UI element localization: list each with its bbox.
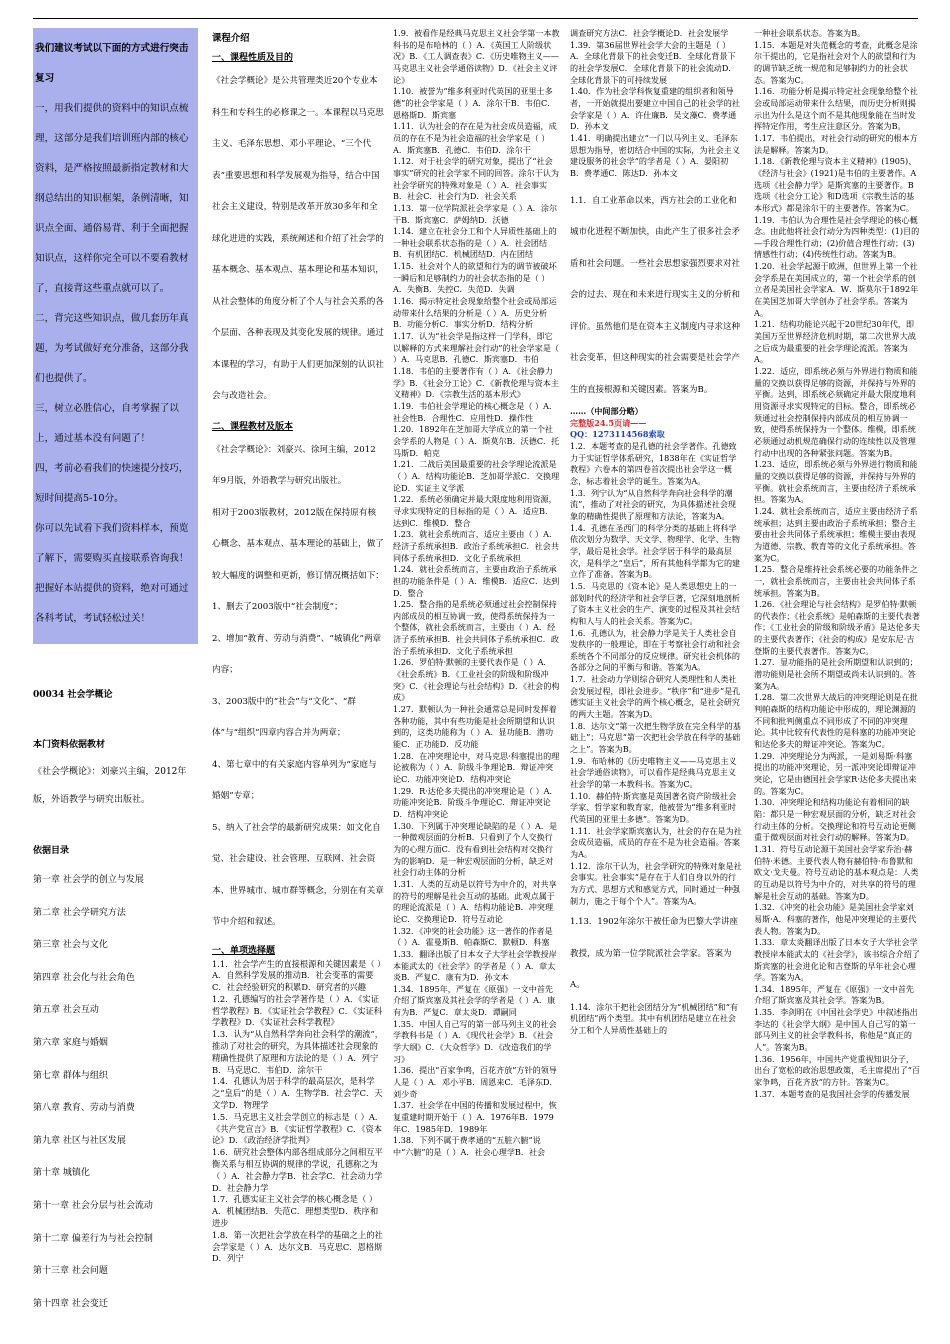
chapter-item: 第七章 群体与组织 (33, 1070, 108, 1081)
question-item: 1.20．1892年在芝加哥大学成立的第一个社会学系的人物是（ ）A．斯莫尔B．沃德C．托马斯D．帕克 (393, 424, 560, 458)
answer-item: 1.20．社会学起源于欧洲，但世界上第一个社会学系是在美国成立的，第一个社会学系的创立者是美国社会学家A．W．斯莫尔于1892年在美国芝加哥大学创办了社会学系。答案为A。 (754, 261, 919, 318)
question-item: 1.18．韦伯的主要著作有（ ）A．《社会静力学》B．《社会分工论》C．《新教伦理与资本主义精神》D．《宗教生活的基本形式》 (393, 366, 559, 400)
question-item: 1.39．第36届世界社会学大会的主题是（ ）A．全球化背景下的社会变迁B．全球化背景下的社会学发展C．全球化背景下的社会流动D．全球化背景下的可持续发展 (570, 39, 737, 85)
answer-item: 1.7．社会动力学则综合研究人类理性和人类社会发展过程，即社会进步。“秩序”和“进步”是孔德实证主义社会学的两个核心概念，是社会研究的两大主题。答案为D。 (570, 674, 741, 720)
chapter-item: 第十章 城镇化 (33, 1168, 90, 1179)
question-item: 1.33．翻译出版了日本女子大学社会学教授岸本能武太的《社会学》的学者是（ ）A．章太炎B．严复C．康有为D．孙文本 (393, 948, 557, 983)
question-item: 调查研究方法C．社会学概论D．社会发展学 (570, 28, 729, 38)
chapter-item: 第三章 社会与文化 (33, 940, 108, 951)
answer-item: 1.15．本题是对失范概念的考查，此概念是涂尔干提出的，它是指社会对个人的欲望和行为的调节缺乏统一规范和足够制约力的社会状态。答案为C。 (754, 39, 918, 85)
answer-item: 1.32．《冲突的社会功能》是美国社会学家刘易斯·A．科塞的著作，他是冲突理论的主要代表人物。答案为D。 (754, 902, 917, 936)
question-item: 1.34．1895年，严复在《原强》一文中首先介绍了斯宾塞及其社会学的学者是（ ）A．康有为B．严复C．章太炎D．谭嗣同 (393, 983, 556, 1018)
question-item: 1.28．在冲突理论中，对马克思·科塞提出的理论被称为（ ）A．阶级斗争理论B．辩证冲突论C．功能冲突论D．结构冲突论 (393, 750, 560, 784)
column-2 (212, 28, 384, 1265)
answer-item: 1.26．《社会理论与社会结构》是罗伯特·默顿的代表作；《社会系统》是帕森斯的主要代表著作；《工业社会的阶级和阶级矛盾》是达伦多夫的主要代表著作；《社会的构成》是安东尼·吉登斯的主要代表著作。答案为C。 (754, 599, 920, 656)
answer-item: 1.17．韦伯提出，对社会行动的研究的根本方法是解释。答案为D。 (754, 132, 918, 155)
answer-item: 1.8．达尔文“第一次把生物学放在完全科学的基础上”；马克思“第一次把社会学放在科学的基础之上”。答案为B。 (570, 720, 741, 755)
advice-point-5: 你可以先试看下我们资料样本，预览了解下，需要购买直接联系咨询我！把握好本站提供的资料，绝对可通过各科考试，考试轻松过关！ (35, 523, 189, 624)
answer-item: 1.24．就社会系统而言，适应主要由经济子系统承担；达到主要由政治子系统承担；整合主要由社会共同体子系统承担；维模主要由表现为道德、宗教、教育等的文化子系统承担。答案为C。 (754, 505, 918, 563)
textbook-item: 1、删去了2003版中“社会制度”； (212, 602, 343, 612)
question-item: 1.23．就社会系统而言，适应主要由（ ）A．经济子系统承担B．政治子系统承担C．社会共同体子系统承担D．文化子系统承担 (393, 529, 559, 563)
question-item: 1.15．社会对个人的欲望和行为的调节被破坏一瞬后和足够制约力的社会状态指的是（ ）A．失衡B．失控C．失范D．失调 (393, 261, 557, 295)
question-item: 1.32．《冲突的社会功能》这一著作的作者是（ ）A．霍曼斯B．帕森斯C．默顿D．科塞 (393, 925, 553, 948)
answer-item: 1.12．涂尔干认为，社会学研究的特殊对象是社会事实。社会事实“是存在于人们自身以外的行为方式、思想方式和感觉方式，同时通过一种强制力，施之于每个个人”。答案为A。 (570, 860, 742, 906)
question-item: 1.8．第一次把社会学放在科学的基础之上的社会学家是（ ）A．达尔文B．马克思C．恩格斯D．列宁 (212, 1229, 383, 1264)
section-choice-heading: 一、单项选择题 (212, 945, 276, 956)
question-item: 1.24．就社会系统而言，主要由政治子系统承担的功能条件是（ ）A．维模B．适应C．达到D．整合 (393, 564, 560, 598)
question-item: 1.14．建立在社会分工和个人异质性基础上的一种社会联系状态指的是（ ）A．社会团结B．有机团结C．机械团结D．内在团结 (393, 226, 557, 260)
question-item: 1.25．整合指的是系统必须通过社会控制保持内部成员的相互协调一致，使得系统保持为一个整体，就社会系统而言，主要由（ ）A．经济子系统承担B．社会共同体子系统承担C．政治子系统承担D．文化子系统承担 (393, 599, 559, 656)
answer-item: 1.14．涂尔干把社会团结分为“机械团结”和“有机团结”两个类型。其中有机团结是建立在社会分工和个人异质性基础上的 (570, 1001, 739, 1036)
answer-item: 1.3．列宁认为“从自然科学奔向社会科学的潮流”，推动了对社会的研究，为具体描述社会现象的精确性提供了原理和方法论，答案为A。 (570, 487, 737, 521)
answer-item: 1.10．赫伯特·斯宾塞是英国著名资产阶级社会学家、哲学家和教育家，他被誉为“维多利亚时代英国的亚里士多德”。答案为D。 (570, 790, 737, 824)
question-item: 1.1．社会学产生的直接根源和关键因素是（ ）A．自然科学发展的推动B．社会变革的需要C．社会经验研究的积累D．研究者的兴趣 (212, 958, 382, 993)
question-item: 1.22．系统必须确定并最大限度地利用资源，寻求实现特定的目标指的是（ ）A．适应B．达到C．维模D．整合 (393, 494, 557, 528)
question-item: 1.36．提出“百家争鸣，百花齐放”方针的领导人是（ ）A．邓小平B．周恩来C．毛泽东D．刘少奇 (393, 1065, 558, 1099)
question-item: 1.31．人类的互动是以符号为中介的，对共享的符号的理解是社会互动的基础。此观点属于的理论流派是（ ）A．结构功能论B．冲突理论C．交换理论D．符号互动论 (393, 878, 557, 924)
chapter-item: 第九章 社区与社区发展 (33, 1135, 126, 1146)
question-item: 1.30．下列属于冲突理论缺陷的是（ ）A．是一种微观层面的分析B．只看到了个人交换行为的心理方面C．没有看到社会结构对交换行为的影响D．是一种宏观层面的分析，缺乏对社会行动主体的分析 (393, 820, 558, 878)
question-item: 1.21．二战后美国最重要的社会学理论流派是（ ）A．结构功能论B．芝加哥学派C．交换理论D．实证主义学派 (393, 459, 560, 493)
textbook-item: 3、2003版中的“社会”与“文化”、“群体”与“组织”四章内容合并为两章； (212, 696, 356, 738)
chapter-item: 第一章 社会学的创立与发展 (33, 875, 144, 885)
answer-item: 1.5．马克思的《资本论》是人类思想史上的一部划时代的经济学和社会学巨著，它深刻地剖析了资本主义社会的生产、演变的过程及其社会结构和人与人的社会关系。答案为C。 (570, 580, 740, 626)
question-item: 1.5．马克思主义社会学创立的标志是（ ）A．《共产党宣言》B．《实证哲学教程》C．《资本论》D．《政治经济学批判》 (212, 1111, 384, 1146)
answer-item: 1.23．适应，即系统必须与外界进行物质和能量的交换以获得足够的资源，并保持与外界的平衡。就社会系统而言，主要由经济子系统承担。答案为A。 (754, 459, 918, 505)
answer-item: 1.34．1895年，严复在《原强》一文中首先介绍了斯宾塞及其社会学。答案为B。 (754, 983, 915, 1006)
answer-item: 1.21．结构功能论兴起于20世纪30年代，即美国万至世界经济危机时期，第二次世界大战之后成为最重要的社会学理论流派。答案为A。 (754, 319, 916, 365)
column-5 (754, 28, 920, 1100)
chapter-item: 第十一章 社会分层与社会流动 (33, 1200, 153, 1211)
question-item: 1.35．中国人自己写的第一部马列主义的社会学教科书是（ ）A．《现代社会学》B．《社会学大纲》C．《大众哲学》D．《改造我们的学习》 (393, 1018, 557, 1064)
chapter-item: 第十二章 偏差行为与社会控制 (33, 1233, 153, 1244)
chapter-item: 第六章 家庭与婚姻 (33, 1037, 108, 1048)
question-item: 1.26．罗伯特·默顿的主要代表作是（ ）A．《社会系统》B．《工业社会的阶级和阶级冲突》C．《社会理论与社会结构》D．《社会的构成》 (393, 657, 560, 703)
answer-item: 1.18．《新教伦理与资本主义精神》(1905)、《经济与社会》(1921)是韦伯的主要著作。A选项《社会静力学》是斯宾塞的主要著作。B选项《社会分工论》和D选项《宗教生活的基本形式》都是涂尔干的主要著作。答案为C。 (754, 156, 917, 213)
answer-item: 1.2．本题考查的是孔德的社会学著作。孔德致力于实证哲学体系研究，1838年在《实证哲学教程》六卷本的第四卷首次提出社会学这一概念，标志着社会学的诞生。答案为A。 (570, 441, 737, 486)
answer-item: 1.30．冲突理论和结构功能论有着相同的缺陷：都只是一种宏观层面的分析，缺乏对社会行动主体的分析。交换理论和符号互动论更侧重于微观层面对社会行动的解释。答案为D。 (754, 797, 916, 843)
answer-item: 1.6．孔德认为，社会静力学是关于人类社会自发秩序的一般理论，即在于考察社会行动和社会系统各个不同部分的反应规律。研究社会机体的各部分之间的平衡与和谐。答案为A。 (570, 627, 740, 673)
answer-item: 1.9．布哈林的《历史唯物主义——马克思主义社会学通俗读物》，可以看作是经典马克思主义社会学的第一本教科书。答案为C。 (570, 755, 737, 790)
advice-point-1: 一，用我们提供的资料中的知识点梳理，这部分是我们培训班内部的核心资料，是严格按照最新指定教材和大纲总结出的知识框架，条例清晰，知识点全面、通俗易背、利于全面把握知识点，这样你完全可以不要看教材了，直接背这些重点就可以了。 (35, 103, 189, 294)
advice-point-2: 二，背完这些知识点，做几套历年真题，为考试做好充分准备，这部分我们也提供了。 (35, 313, 189, 384)
question-item: 1.3．认为“从自然科学奔向社会科学的潮流”，推动了对社会的研究，为具体描述社会现象的精确性提供了原理和方法论的是（ ）A．列宁B．马克思C．韦伯D．涂尔干 (212, 1029, 384, 1075)
study-advice-box (33, 28, 198, 644)
question-item: 1.19．韦伯社会学理论的核心概念是（ ）A．社会性B．合理性C．应用性D．操作性 (393, 401, 558, 423)
question-item: 1.7．孔德实证主义社会学的核心概念是（ ）A．机械团结B．失范C．理想类型D．秩序和进步 (212, 1194, 379, 1229)
answer-item: 1.36．1956年，中国共产党重视知识分子，出台了宽松的政治思想政策，毛主席提出了“百家争鸣，百花齐放”的方针。答案为C。 (754, 1053, 920, 1088)
advice-point-3: 三，树立必胜信心，自考掌握了以上，通过基本没有问题了！ (35, 403, 179, 444)
answer-item: 1.11．社会学家斯宾塞认为，社会的存在是为社会成员造福，成员的存在不是为社会造福。答案为A。 (570, 825, 742, 859)
question-item: 1.4．孔德认为居于科学的最高层次，是科学之“皇后”的是（ ）A．生物学B．社会学C．天文学D．物理学 (212, 1076, 383, 1111)
textbook-item: 5、纳入了社会学的最新研究成果：如文化自觉、社会建设、社会管理、互联网、社会资本、世界城市、城市群等概念，分别在有关章节中介绍和叙述。 (212, 822, 384, 927)
answer-item: 1.4．孔德在圣西门的科学分类的基础上将科学依次划分为数学、天文学、物理学、化学、生物学，最后是社会学。社会学居于科学的最高层次，是科学之“皇后”，所有其他科学都为它的建立作了准备。答案为B。 (570, 522, 741, 580)
question-item: 1.37．社会学在中国的传播和发展过程中，恢复重建时期开始于（ ）A．1976年B．1979年C．1985年D．1989年 (393, 1100, 557, 1134)
question-item: 1.9．被看作是经典马克思主义社会学第一本教科书的是布哈林的（ ）A．《英国工人阶级状况》B．《工人调查表》C．《历史唯物主义——马克思主义社会学通俗读物》D．《社会主义评论》 (393, 28, 560, 85)
answer-item: 1.25．整合是维持社会系统必要的功能条件之一，就社会系统而言，主要由社会共同体子系统承担。答案为B。 (754, 564, 918, 598)
textbook-item: 相对于2003版教材，2012版在保持原有核心概念、基本观点、基本理论的基础上，做了较大幅度的调整和更新，修订情况概括如下： (212, 507, 384, 581)
answer-item: 1.37．本题考查的是我国社会学的传播发展 (754, 1088, 910, 1099)
question-item: 1.27．默顿认为一种社会通常总是同时发挥着各种功能，其中有些功能是社会所期望和认识到的，这类功能称为（ ）A．显功能B．潜功能C．正功能D．反功能 (393, 704, 557, 750)
answer-item: 1.29．冲突理论分为两派，一是刘易斯·科塞提出的功能冲突理论，另一派冲突论即辩证冲突论，它是由德国社会学家R·达伦多夫提出来的。答案为C。 (754, 750, 917, 796)
column-1 (33, 28, 198, 1320)
answer-item: 1.16．功能分析是揭示特定社会现象给整个社会或局部运动带来什么结果，而历史分析则揭示出为什么是这个而不是其他现象能在当时发挥特定作用，考生应注意区分。答案为B。 (754, 86, 918, 132)
section-nature-heading: 一、课程性质及目的 (212, 53, 294, 63)
advice-heading: 我们建议考试以下面的方式进行突击 (35, 43, 189, 54)
textbook-item: 《社会学概论》：刘豪兴、徐珂主编，2012年9月版，外语教学与研究出版社。 (212, 444, 376, 486)
question-item: 1.16．揭示特定社会现象给整个社会或局部运动带来什么结果的分析是（ ）A．历史分析B．功能分析C．事实分析D．结构分析 (393, 296, 557, 330)
chapter-item: 第十四章 社会变迁 (33, 1298, 108, 1309)
question-item: 1.41．明确提出建立“一门以马列主义、毛泽东思想为指导，密切结合中国的实际，为社会主义建设服务的社会学”的学者是（ ）A．晏阳初B．费孝通C．陈达D．孙本文 (570, 132, 740, 178)
chapter-item: 第五章 社会互动 (33, 1005, 99, 1016)
chapter-item: 第八章 教育、劳动与消费 (33, 1103, 135, 1114)
answer-1-1: 1.1．自工业革命以来，西方社会的工业化和城市化进程不断加快，由此产生了很多社会矛盾和社会问题。一些社会思想家强烈要求对社会的过去、现在和未来进行现实主义的分析和评价。虽然他们是在资本主义制度内寻求这种社会变革，但这种现实的社会需要是社会学产生的直接根源和关键因素。答案为B。 (570, 195, 741, 395)
chapter-item: 第四章 社会化与社会角色 (33, 972, 135, 983)
advice-point-4: 四，考前必看我们的快速提分技巧，短时间提高5-10分。 (35, 463, 189, 504)
chapter-item: 第二章 社会学研究方法 (33, 907, 126, 918)
question-item: 1.6．研究社会整体内部各组成部分之间相互平衡关系与相互协调的规律的学说，孔德称之为（ ）A．社会静力学B．社会学C．社会动力学D．社会静力学 (212, 1147, 383, 1193)
section-textbook-heading: 二、课程教材及版本 (212, 421, 294, 432)
answer-item: 1.33．章太炎翻译出版了日本女子大学社会学教授岸本能武太的《社会学》，该书综合介绍了斯宾塞的社会进化论和吉登斯的早年社会心理学。答案为A。 (754, 937, 920, 983)
qq-contact: QQ：1273114568索取 (570, 429, 665, 440)
full-version-note: 完整版24.5页请—— (570, 417, 647, 428)
advice-heading-2: 复习 (35, 73, 55, 84)
column-4 (570, 28, 742, 1037)
question-item: 1.29．R·达伦多夫提出的冲突理论是（ ）A．功能冲突论B．阶级斗争理论C．辩证冲突论D．结构冲突论 (393, 785, 558, 819)
top-rule (33, 18, 918, 19)
answer-item: 1.19．韦伯认为合理性是社会学理论的核心概念。由此他将社会行动分为四种类型：(1)目的—手段合理性行动；(2)价值合理性行动；(3)情感性行动；(4)传统性行动。答案为B。 (754, 214, 920, 260)
toc-heading: 依据目录 (33, 846, 70, 856)
question-item: 1.2．孔德编写的社会学著作是（ ）A．《实证哲学教程》B．《实证社会学教程》C．《实证科学教程》D．《实证社会科学教程》 (212, 993, 383, 1028)
question-item: 1.38．下列不属于费孝通的“五脏六腑”说中“六腑”的是（ ）A．社会心理学B．社会 (393, 1135, 546, 1157)
middle-omitted-note: ……（中间部分略） (570, 406, 643, 417)
textbook-item: 4、第七章中的有关家庭内容单列为“家庭与婚姻”专章； (212, 759, 377, 801)
answer-item: 1.13．1902年涂尔干被任命为巴黎大学讲座教授，成为第一位学院派社会学家。答案为A。 (570, 917, 739, 991)
question-item: 1.17．认为“社会学是指这样一门学科，即它以解释的方式来理解社会行动”的社会学家是（ ）A．马克思B．孔德C．斯宾塞D．韦伯 (393, 331, 560, 365)
section-nature-text: 《社会学概论》是公共管理类近20个专业本科生和专科生的必修课之一。本课程以马克思主义、毛泽东思想、邓小平理论、“三个代表”重要思想和科学发展观为指导，结合中国社会主义建设，特别是改革开放30多年和全球化进进的实践，系统阐述和介绍了社会学的基本概念、基本观点、基本理论和基本知识，从社会整体的角度分析了个人与社会关系的各个层面、各种表现及其变化发展的规律。通过本课程的学习，有助于人们更加深刻的认识社会与改造社会。 (212, 76, 384, 401)
question-item: 1.10．被誉为“维多利亚时代英国的亚里士多德”的社会学家是（ ）A．涂尔干B．韦伯C．恩格斯D．斯宾塞 (393, 86, 556, 120)
question-item: 1.40．作为社会学科恢复重建的组织者和领导者，一开始就提出要建立中国自己的社会学的社会学家是（ ）A．许仕廉B．吴文藻C．费孝通D．孙本文 (570, 86, 740, 132)
answer-item: 1.27．显功能指的是社会所期望和认识到的；潜功能则是社会所不期望或尚未认识到的。答案为A。 (754, 657, 918, 691)
basis-text: 《社会学概论》：刘豪兴主编，2012年版，外语教学与研究出版社。 (33, 767, 187, 805)
answer-item: 1.31．符号互动论源于美国社会学家乔治·赫伯特·米德。主要代表人物有赫伯特·布鲁默和欧文·戈夫曼。符号互动论的基本观点是：人类的互动是以符号为中介的，对共享的符号的理解是社会互动的基础。答案为D。 (754, 843, 919, 901)
chapter-item: 第十三章 社会问题 (33, 1266, 108, 1277)
textbook-item: 2、增加“教育、劳动与消费”、“城镇化”两章内容； (212, 633, 382, 675)
answer-item: 一种社会联系状态。答案为B。 (754, 28, 866, 38)
answer-item: 1.35．李剑明在《中国社会学史》中叙述指出李达的《社会学大纲》是中国人自己写的第一部马列主义的社会学教科书，称他是“真正的人”。答案为B。 (754, 1007, 918, 1053)
course-intro-heading: 课程介绍 (212, 33, 250, 44)
column-3 (393, 28, 560, 1159)
course-code: 00034 社会学概论 (33, 690, 113, 700)
question-item: 1.12．对于社会学的研究对象，提出了“社会事实”研究的社会学家不同的回答。涂尔干认为社会学研究的特殊对象是（ ）A．社会事实B．社会C．社会行为D．社会关系 (393, 156, 560, 202)
basis-heading: 本门资料依据教材 (33, 740, 106, 750)
answer-item: 1.22．适应，即系统必须与外界进行物质和能量的交换以获得足够的资源，并保持与外界的平衡。达到，即系统必须确定并最大限度地利用资源寻求实现特定的目标。整合，即系统必须通过社会控制保持内部成员的相互协调一致，使得系统保持为一个整体。维模，即系统必须通过动机规范确保行动的连续性以及管理行动中出现的各种紧张问题。答案为B。 (754, 366, 918, 458)
answer-item: 1.28．第二次世界大战后的冲突理论则是在批判帕森斯的结构功能论中形成的，理论渊源的不同和批判侧重点不同形成了不同的冲突理论。其中比较有代表性的是科塞的功能冲突论和达伦多夫的辩证冲突论。答案为C。 (754, 692, 918, 750)
question-item: 1.13．第一位学院派社会学家是（ ）A．涂尔干B．斯宾塞C．萨姆纳D．沃德 (393, 202, 558, 225)
question-item: 1.11．认为社会的存在是为社会成员造福，成员的存在不是为社会造福的社会学家是（ ）A．斯宾塞B．孔德C．韦伯D．涂尔干 (393, 121, 557, 155)
